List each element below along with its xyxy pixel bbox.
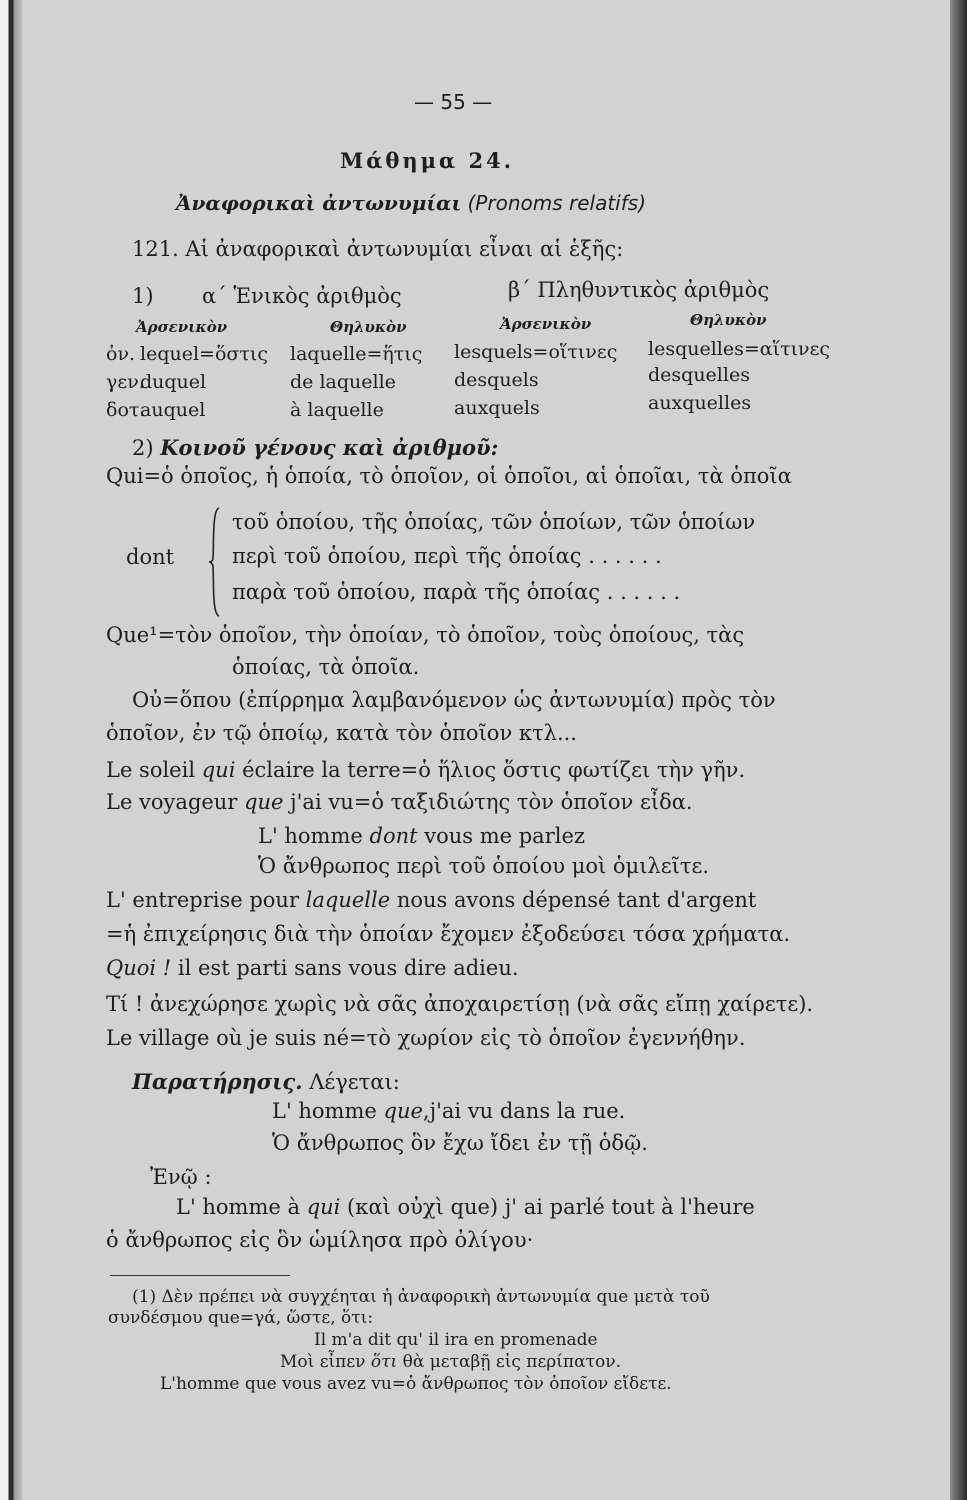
footnote-line-1: (1) Δὲν πρέπει νὰ συγχέηται ἡ ἀναφορικὴ ἀντωνυμία que μετὰ τοῦ [132, 1287, 710, 1307]
example-text: Le voyageur [106, 790, 245, 814]
footnote-line-5: L'homme que vous avez vu=ὁ ἄνθρωπος τὸν ὁποῖον εἴδετε. [160, 1374, 672, 1394]
footnote-line-3: Il m'a dit qu' il ira en promenade [314, 1330, 598, 1350]
remark-text: L' homme [272, 1099, 384, 1123]
table-cell: auxquelles [648, 392, 752, 414]
remark-label: Παρατήρησις. [132, 1069, 303, 1094]
example-6: Le village où je suis né=τὸ χωρίον εἰς τὸ ὁποῖον ἐγεννήθην. [106, 1026, 746, 1050]
example-text: L' homme [258, 824, 370, 848]
table-cell: auxquels [454, 397, 540, 419]
example-text: éclaire la terre=ὁ ἥλιος ὅστις φωτίζει τὴν γῆν. [235, 758, 746, 782]
table-cell: à laquelle [290, 399, 384, 421]
example-text: L' entreprise pour [106, 888, 306, 912]
remark-text: ,j'ai vu dans la rue. [422, 1099, 626, 1123]
singular-heading: α΄ Ἑνικὸς ἀριθμὸς [202, 284, 402, 308]
example-text: il est parti sans vous dire adieu. [171, 956, 519, 980]
example-4-greek: =ἡ ἐπιχείρησις διὰ τὴν ὁποίαν ἔχομεν ἐξοδεύσει τόσα χρήματα. [106, 922, 791, 946]
remark-heading [132, 1071, 400, 1093]
plural-heading: β΄ Πληθυντικὸς ἀριθμὸς [508, 278, 770, 302]
section-2-number: 2) [132, 436, 154, 460]
que-line-2: ὁποίας, τὰ ὁποῖα. [232, 655, 420, 679]
table-cell: lesquelles=αἵτινες [648, 338, 831, 360]
section-2-title: Κοινοῦ γένους καὶ ἀριθμοῦ: [160, 435, 499, 460]
footnote-keyword: ὅτι [370, 1352, 398, 1372]
table-cell: laquelle=ἥτις [290, 343, 423, 365]
dont-line: τοῦ ὁποίου, τῆς ὁποίας, τῶν ὁποίων, τῶν ὁποίων [232, 510, 756, 534]
subtitle [176, 193, 646, 213]
table-cell: lesquels=οἵτινες [454, 341, 618, 363]
example-5-greek: Τί ! ἀνεχώρησε χωρὶς νὰ σᾶς ἀποχαιρετίσῃ (νὰ σᾶς εἴπῃ χαίρετε). [106, 992, 814, 1016]
remark-keyword: qui [306, 1195, 341, 1219]
remark-text: L' homme à [176, 1195, 307, 1219]
table-cell: lequel=ὅστις [140, 343, 268, 365]
subtitle-french: (Pronoms relatifs) [467, 191, 646, 215]
subtitle-greek: Ἀναφορικαὶ ἀντωνυμίαι [176, 191, 462, 215]
ou-line-1: Οὐ=ὅπου (ἐπίρρημα λαμβανόμενον ὡς ἀντωνυμία) πρὸς τὸν [132, 688, 776, 712]
footnote-text: θὰ μεταβῇ εἰς περίπατον. [397, 1352, 621, 1372]
example-text: j'ai vu=ὁ ταξιδιώτης τὸν ὁποῖον εἶδα. [283, 790, 693, 814]
footnote-line-2: συνδέσμου que=γά, ὥστε, ὅτι: [108, 1308, 374, 1328]
remark-line-1 [272, 1101, 625, 1122]
table-cell: de laquelle [290, 371, 396, 393]
example-3-greek: Ὁ ἄνθρωπος περὶ τοῦ ὁποίου μοὶ ὁμιλεῖτε. [258, 854, 710, 878]
header-masc-plural: Ἀρσενικὸν [500, 315, 592, 333]
footnote-line-4 [280, 1354, 621, 1371]
page-number: — 55 — [414, 90, 493, 114]
dont-line: περὶ τοῦ ὁποίου, περὶ τῆς ὁποίας . . . . . . [232, 544, 662, 568]
row-case-dative: δοτ. [106, 399, 146, 421]
ou-line-2: ὁποῖον, ἐν τῷ ὁποίῳ, κατὰ τὸν ὁποῖον κτλ... [106, 721, 577, 745]
example-text: vous me parlez [417, 824, 585, 848]
footnote-rule [110, 1275, 290, 1276]
example-1 [106, 760, 745, 781]
section-2-heading [132, 437, 498, 459]
table-cell: auquel [140, 399, 206, 421]
table-cell: duquel [140, 371, 207, 393]
lesson-title: Μάθημα 24. [340, 148, 515, 173]
book-spine [0, 0, 22, 1500]
remark-text: Λέγεται: [302, 1070, 400, 1094]
remark-enw: Ἐνῷ : [150, 1165, 212, 1189]
remark-line-3 [176, 1197, 755, 1218]
paragraph-121: 121. Αἱ ἀναφορικαὶ ἀντωνυμίαι εἶναι αἱ ἑξῆς: [132, 237, 624, 261]
example-2 [106, 792, 693, 813]
table-cell: desquels [454, 369, 539, 391]
table-cell: desquelles [648, 364, 750, 386]
example-keyword: que [244, 790, 284, 814]
example-text: nous avons dépensé tant d'argent [390, 888, 757, 912]
remark-line-2: Ὁ ἄνθρωπος ὃν ἔχω ἴδει ἐν τῇ ὁδῷ. [272, 1131, 648, 1155]
row-case-nominative: ὀν. [106, 343, 136, 365]
example-keyword: qui [201, 758, 236, 782]
footnote-text: Μοὶ εἶπεν [280, 1352, 371, 1372]
example-keyword: dont [369, 824, 418, 848]
que-line-1: Que¹=τὸν ὁποῖον, τὴν ὁποίαν, τὸ ὁποῖον, τοὺς ὁποίους, τὰς [106, 623, 745, 647]
remark-keyword: que [383, 1099, 423, 1123]
example-3 [258, 826, 585, 847]
section-1-number: 1) [132, 284, 154, 308]
example-5 [106, 958, 519, 979]
header-fem-singular: Θηλυκὸν [330, 318, 407, 336]
header-masc-singular: Ἀρσενικὸν [136, 318, 228, 336]
remark-text: (καὶ οὐχὶ que) j' ai parlé tout à l'heure [340, 1195, 755, 1219]
remark-line-4: ὁ ἄνθρωπος εἰς ὃν ὡμίλησα πρὸ ὀλίγου· [106, 1228, 534, 1252]
example-keyword: Quoi ! [106, 956, 172, 980]
example-text: Le soleil [106, 758, 202, 782]
curly-brace-icon [208, 506, 220, 618]
example-4 [106, 890, 756, 911]
example-keyword: laquelle [305, 888, 391, 912]
row-case-genitive: γεν. [106, 371, 145, 393]
header-fem-plural: Θηλυκὸν [690, 311, 767, 329]
dont-line: παρὰ τοῦ ὁποίου, παρὰ τῆς ὁποίας . . . . . . [232, 580, 681, 604]
qui-line: Qui=ὁ ὁποῖος, ἡ ὁποία, τὸ ὁποῖον, οἱ ὁποῖοι, αἱ ὁποῖαι, τὰ ὁποῖα [106, 464, 792, 488]
page-edge-shadow [950, 0, 967, 1500]
dont-label: dont [126, 545, 175, 569]
